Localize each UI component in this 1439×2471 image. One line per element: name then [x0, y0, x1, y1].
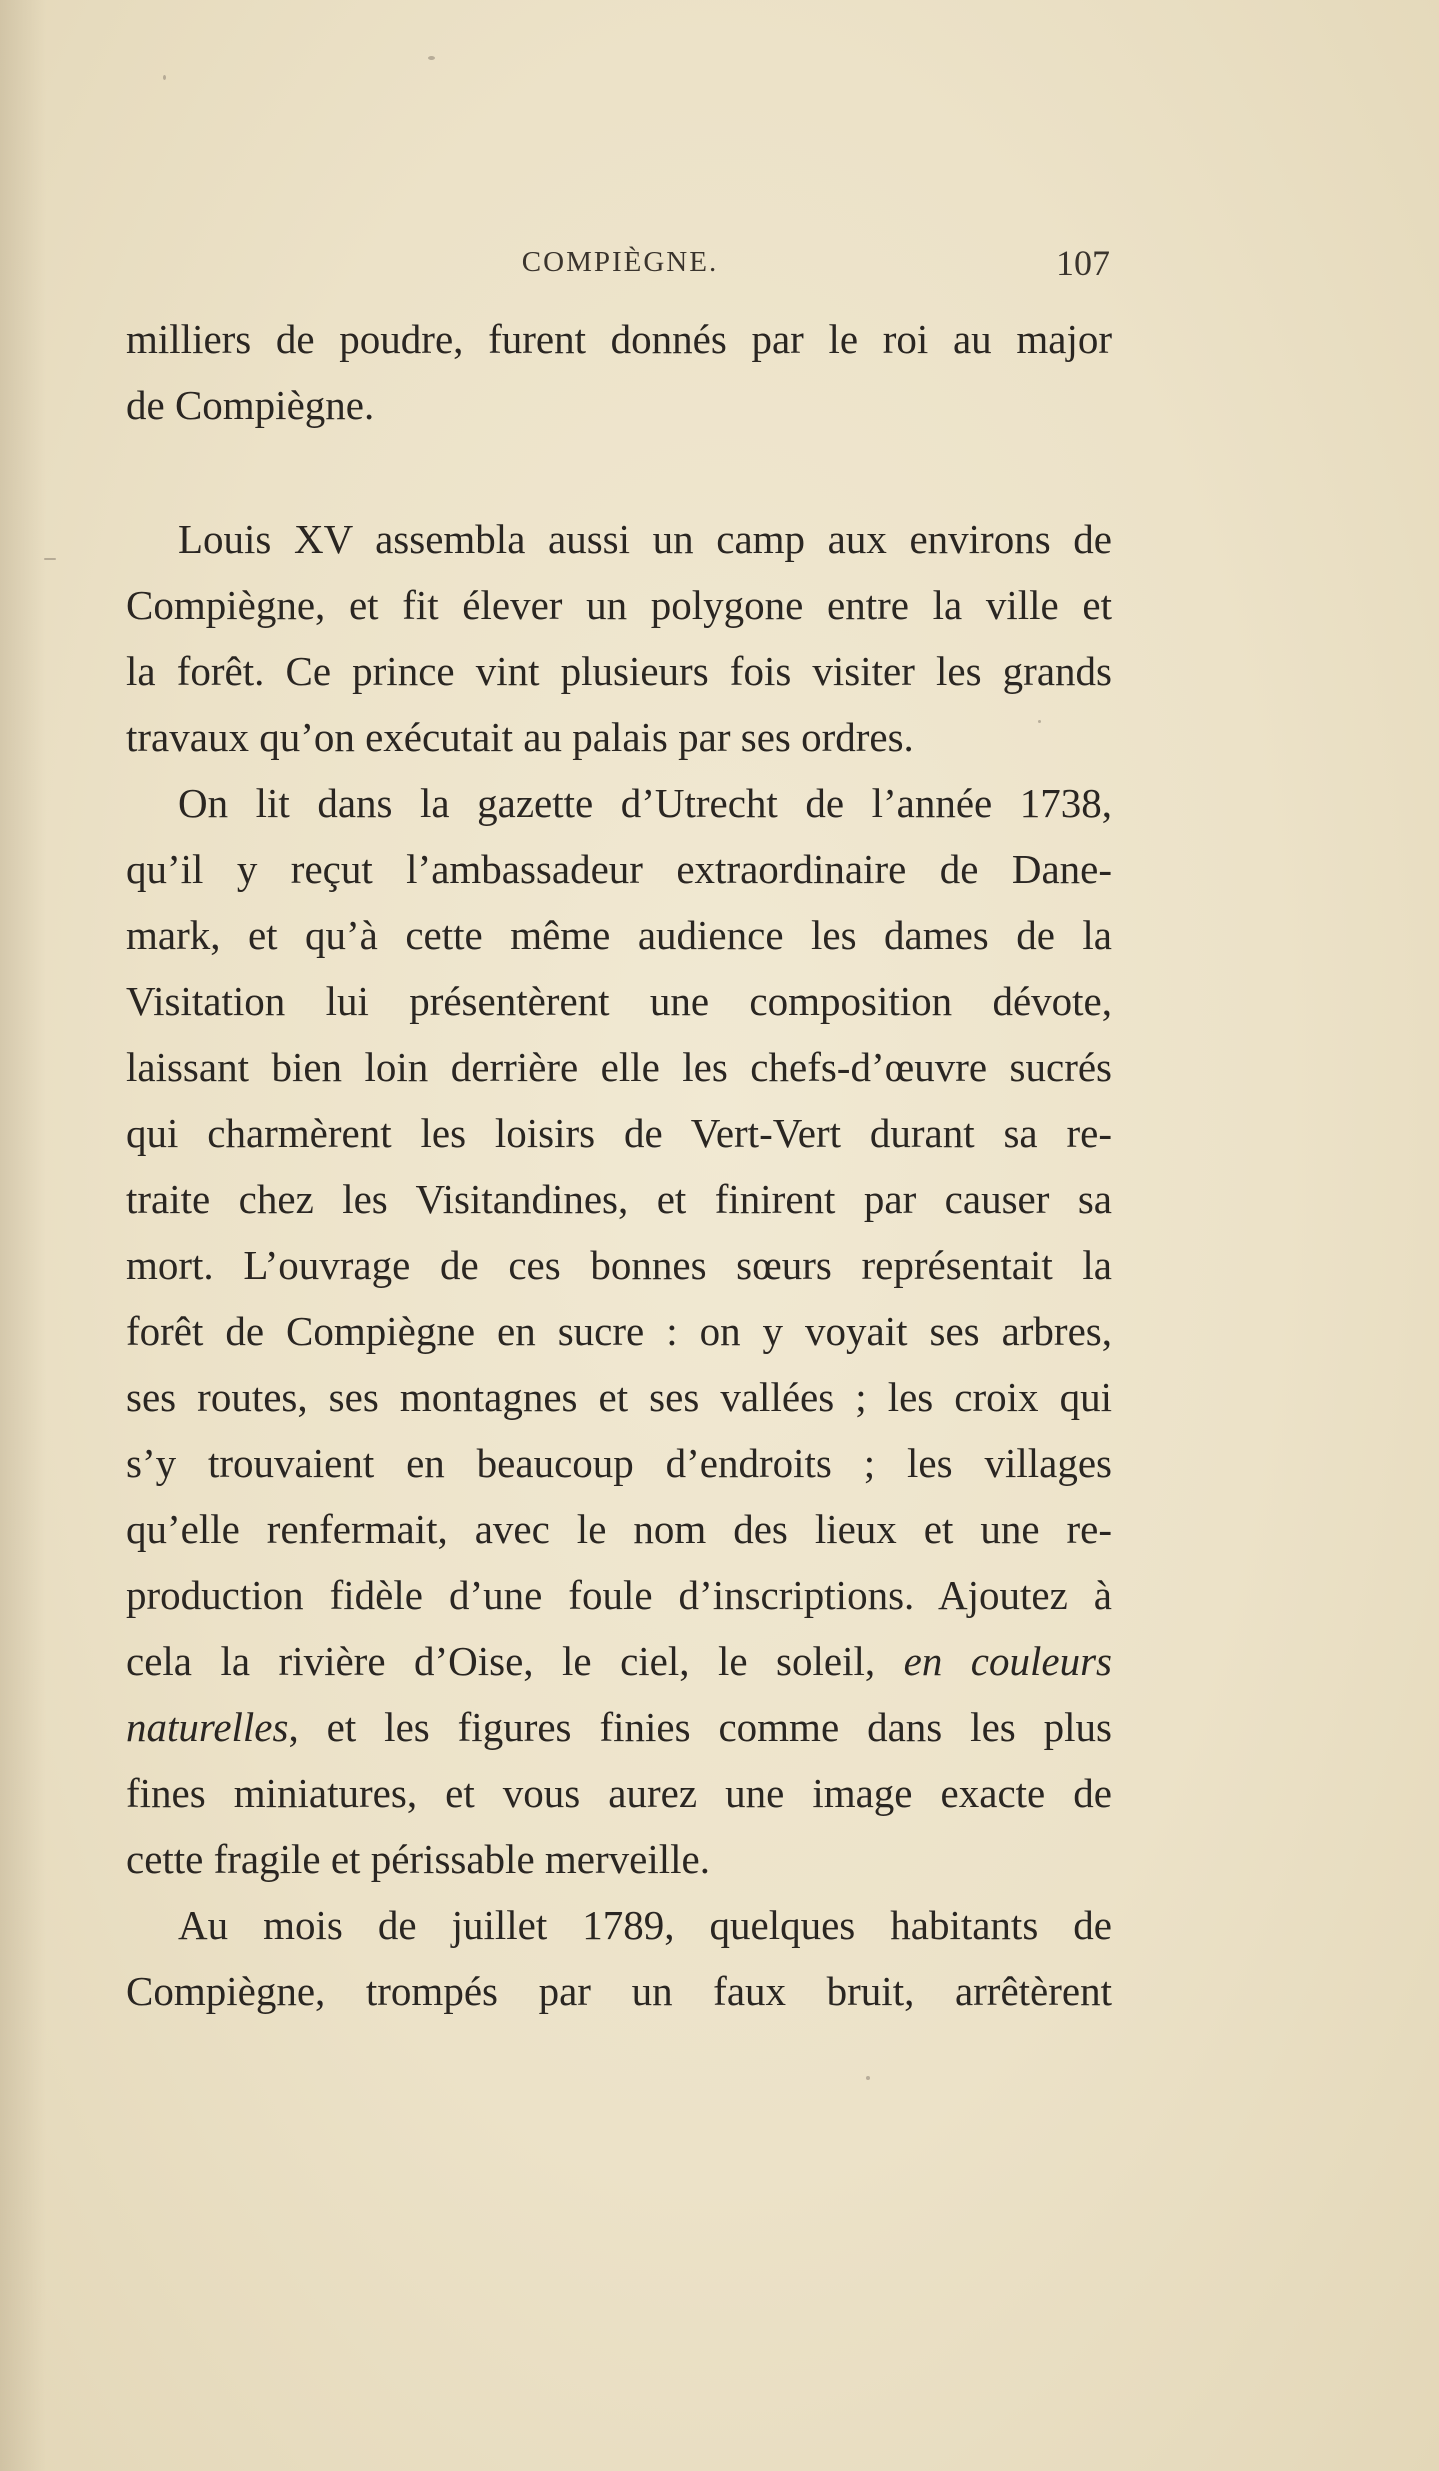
paper-speck [1038, 720, 1041, 723]
text-line: milliers de poudre, furent donnés par le roi au major [126, 316, 1112, 362]
paragraph-first-line: Louis XV assembla aussi un camp aux environs de [178, 516, 1112, 562]
text-line: qu’il y reçut l’ambassadeur extraordinaire de Dane- [126, 846, 1112, 892]
paragraph-first-line: On lit dans la gazette d’Utrecht de l’année 1738, [178, 780, 1112, 826]
running-title: COMPIÈGNE. [521, 246, 719, 278]
text-line: Compiègne, trompés par un faux bruit, arrêtèrent [126, 1968, 1112, 2014]
text-line: laissant bien loin derrière elle les chefs-d’œuvre sucrés [126, 1044, 1112, 1090]
text-line: s’y trouvaient en beaucoup d’endroits ; les villages [126, 1440, 1112, 1486]
text-line: travaux qu’on exécutait au palais par ses ordres. [126, 714, 914, 760]
text-line: mort. L’ouvrage de ces bonnes sœurs représentait la [126, 1242, 1112, 1288]
paper-speck [428, 56, 435, 60]
text-line: la forêt. Ce prince vint plusieurs fois visiter les grands [126, 648, 1112, 694]
running-header [130, 243, 1110, 290]
text-line: de Compiègne. [126, 382, 375, 428]
text-line: traite chez les Visitandines, et finirent par causer sa [126, 1176, 1112, 1222]
text-line: Compiègne, et fit élever un polygone entre la ville et [126, 582, 1112, 628]
text-line: Visitation lui présentèrent une composition dévote, [126, 978, 1112, 1024]
paper-speck [866, 2076, 870, 2080]
italic-phrase: en couleurs [903, 1638, 1112, 1684]
paragraph-first-line: Au mois de juillet 1789, quelques habitants de [178, 1902, 1112, 1948]
page-number: 107 [1056, 243, 1110, 283]
text-line: fines miniatures, et vous aurez une image exacte de [126, 1770, 1112, 1816]
text-line: qu’elle renfermait, avec le nom des lieux et une re- [126, 1506, 1112, 1552]
italic-phrase: naturelles [126, 1704, 289, 1750]
text-line: production fidèle d’une foule d’inscriptions. Ajoutez à [126, 1572, 1112, 1618]
text-segment: , et les figures finies comme dans les plus [288, 1704, 1112, 1750]
text-line: cette fragile et périssable merveille. [126, 1836, 710, 1882]
paper-speck [44, 558, 56, 560]
text-line-with-italic [126, 1628, 1112, 1694]
text-line: forêt de Compiègne en sucre : on y voyait ses arbres, [126, 1308, 1112, 1354]
text-line: qui charmèrent les loisirs de Vert-Vert durant sa re- [126, 1110, 1112, 1156]
text-line: mark, et qu’à cette même audience les dames de la [126, 912, 1112, 958]
paper-speck [163, 75, 166, 80]
text-line: ses routes, ses montagnes et ses vallées ; les croix qui [126, 1374, 1112, 1420]
text-segment: cela la rivière d’Oise, le ciel, le soleil, [126, 1638, 904, 1684]
page-fold-shadow [0, 0, 46, 2471]
text-line-with-italic [126, 1694, 1112, 1760]
